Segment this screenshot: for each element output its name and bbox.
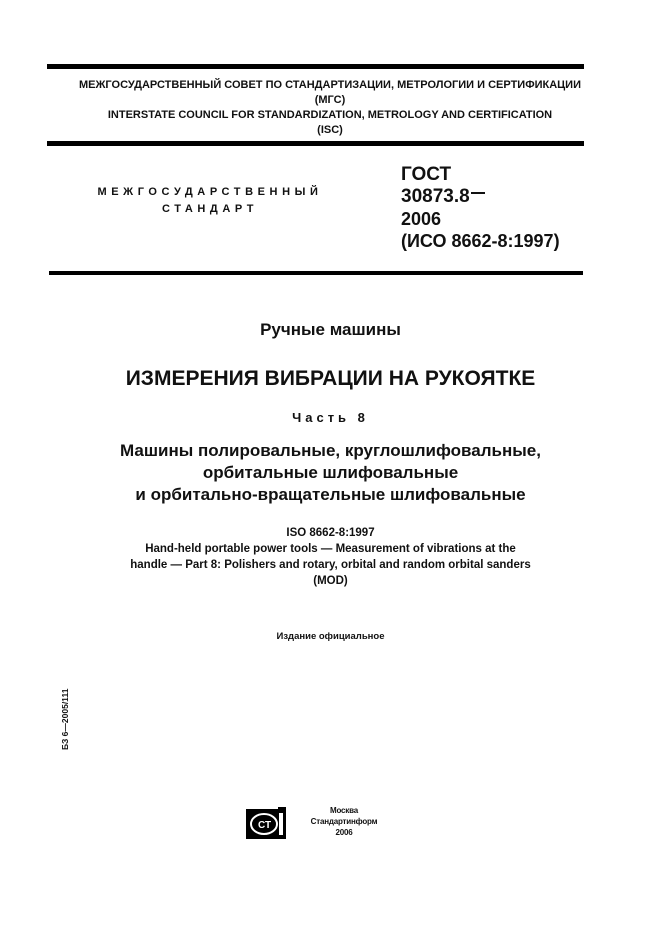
subtitle-line: орбитальные шлифовальные [202, 463, 459, 482]
category-title: Ручные машины [260, 320, 401, 339]
publisher-block [244, 805, 394, 845]
standartinform-logo-icon [246, 807, 286, 839]
gost-number: 30873.8 [401, 186, 470, 207]
registry-code: БЗ 6—2005/111 [60, 688, 70, 750]
bottom-divider-rule [49, 271, 583, 275]
svg-text:СТ: СТ [258, 820, 272, 831]
standard-type-line1: МЕЖГОСУДАРСТВЕННЫЙ [97, 186, 323, 198]
council-name-ru-text: МЕЖГОСУДАРСТВЕННЫЙ СОВЕТ ПО СТАНДАРТИЗАЦИИ, МЕТРОЛОГИИ И СЕРТИФИКАЦИИ [78, 79, 581, 91]
iso-title-line: handle — Part 8: Polishers and rotary, orbital and random orbital sanders [130, 559, 531, 571]
subtitle-line: Машины полировальные, круглошлифовальные, [120, 441, 541, 460]
standard-type-line2: СТАНДАРТ [161, 203, 259, 215]
iso-reference [0, 525, 661, 589]
publisher-city: Москва [330, 806, 358, 815]
council-name-en-text: INTERSTATE COUNCIL FOR STANDARDIZATION, METROLOGY AND CERTIFICATION [107, 109, 553, 121]
gost-label: ГОСТ [401, 164, 452, 185]
part-label: Часть 8 [292, 410, 369, 425]
dash-glyph [471, 192, 485, 194]
subtitle [0, 440, 661, 506]
council-abbr-en: (ISC) [317, 124, 343, 136]
council-abbr-ru: (МГС) [314, 94, 346, 106]
iso-title-line: Hand-held portable power tools — Measurement of vibrations at the [145, 543, 516, 555]
subtitle-line: и орбитально-вращательные шлифовальные [135, 485, 526, 504]
top-divider-rule [47, 64, 584, 69]
council-name-english [47, 108, 613, 138]
publisher-year: 2006 [335, 828, 353, 837]
middle-divider-rule [47, 141, 584, 146]
edition-label: Издание официальное [276, 631, 385, 642]
publisher-text [294, 805, 394, 838]
iso-equivalent: (ИСО 8662-8:1997) [401, 231, 560, 251]
standard-type-label [60, 184, 360, 218]
iso-modification: (MOD) [313, 575, 348, 587]
gost-year: 2006 [401, 209, 442, 229]
gost-number-line [401, 186, 560, 208]
gost-designation [401, 164, 560, 252]
council-name-russian [47, 78, 613, 108]
publisher-name: Стандартинформ [310, 817, 378, 826]
iso-number: ISO 8662-8:1997 [286, 527, 375, 539]
main-title: ИЗМЕРЕНИЯ ВИБРАЦИИ НА РУКОЯТКЕ [125, 367, 536, 390]
